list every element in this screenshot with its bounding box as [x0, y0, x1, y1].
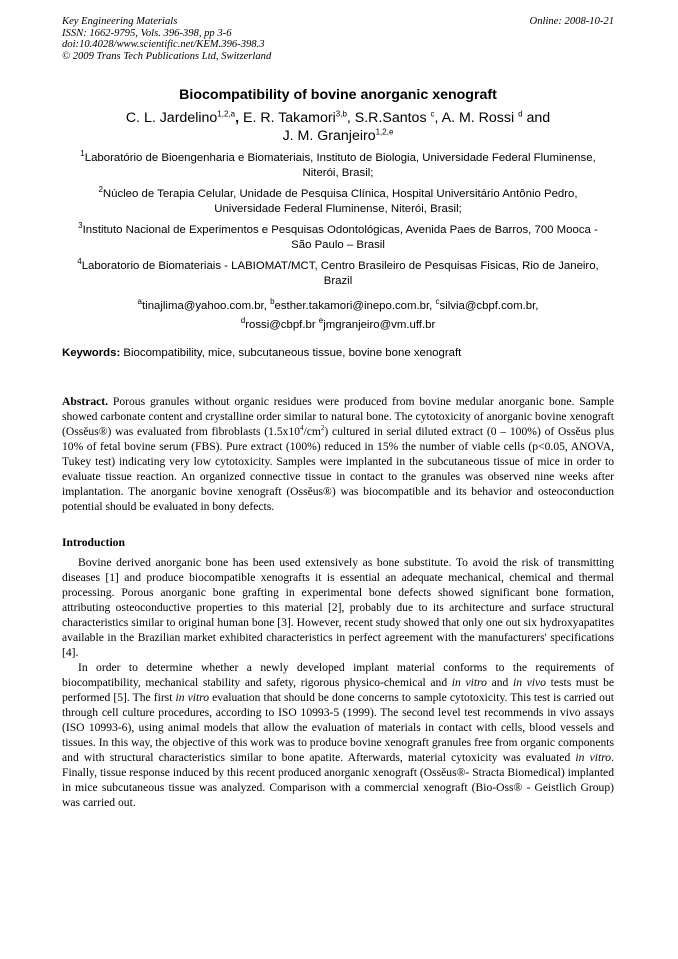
paper-title: Biocompatibility of bovine anorganic xenograft [179, 87, 497, 104]
introduction-body [62, 555, 614, 810]
affiliation [70, 259, 606, 289]
author-name: J. M. Granjeiro [282, 128, 376, 145]
email-link[interactable]: silvia@cbpf.com.br, [439, 300, 539, 313]
journal-header [62, 16, 614, 62]
affiliation-number: 4 [77, 257, 82, 267]
email-link[interactable]: jmgranjeiro@vm.uff.br [323, 319, 436, 332]
abstract-text: Porous granules without organic residues were produced from bovine medular anorganic bone. Sample showed carbonate content and crystalline order similar to natural bone. The cytotoxicity of anorganic bovine xenograft (Ossĕus®) was evaluated from fibroblasts (1.5x10 [62, 395, 615, 439]
keywords-text: Biocompatibility, mice, subcutaneous tissue, bovine bone xenograft [123, 347, 462, 360]
email-mark: d [240, 316, 246, 326]
paragraph: Bovine derived anorganic bone has been used extensively as bone substitute. To avoid the risk of transmitting diseases [1] and produce biocompatible xenografts it is essential an adequate mechanical, chemical and thermal processing. Porous anorganic bone grafting in experimental bone defects showed significant bone formation, attributing osteoconductive properties to this material [2], probably due to its architecture and surface structural characteristics similar to original human bone [3]. However, recent study showed that only one out six hydroxyapatites available in the Brazilian market exhibited characteristics in perfect agreement with the manufacturers' specifications [4]. [62, 556, 614, 660]
author-name: A. M. Rossi [441, 110, 515, 127]
abstract [62, 394, 614, 514]
email-mark: a [137, 297, 142, 307]
paragraph: In order to determine whether a newly developed implant material conforms to the requirements of biocompatibility, mechanical stability and safety, rigorous physico-chemical and in vitro and in vivo tests must be performed [5]. The first in vitro evaluation that should be done concerns to sample cytotoxicity. This test is carried out through cell culture procedures, according to ISO 10993-5 (1999). The second level test recommends in vivo assays (ISO 10993-6), using animal models that allow the evaluation of materials in contact with cells, blood vessels and tissues. In this way, the objective of this work was to produce bovine xenograft granules free from organic components and with structural characteristics similar to bone apatite. Afterwards, material cytoxicity was evaluated in vitro. Finally, tissue response induced by this recent produced anorganic xenograft (Ossĕus®- Stracta Biomedical) implanted in mice subcutaneous tissue was analyzed. Comparison with a commercial xenograft (Bio-Oss® - Geistlich Group) was carried out. [62, 661, 615, 810]
paper-page [62, 16, 614, 810]
online-date: Online: 2008-10-21 [529, 16, 614, 27]
email-mark: e [318, 316, 324, 326]
keywords-label: Keywords: [62, 347, 121, 360]
affiliation-number: 3 [78, 221, 83, 231]
affiliation [70, 151, 606, 181]
author-conjunction: and [526, 110, 551, 127]
author-name: C. L. Jardelino [125, 110, 218, 127]
issn-line: ISSN: 1662-9795, Vols. 396-398, pp 3-6 [62, 27, 232, 39]
affiliation-text: Laboratório de Bioengenharia e Biomateriais, Instituto de Biologia, Universidade Federal Fluminense, Niterói, Brasil; [84, 152, 596, 180]
doi-line: doi:10.4028/www.scientific.net/KEM.396-398.3 [62, 39, 265, 51]
affiliation [70, 187, 606, 217]
author-name: S.R.Santos [354, 110, 427, 127]
author-affiliation-mark: 1,2,e [375, 127, 394, 137]
abstract-text: ) cultured in serial diluted extract (0 – 100%) of Ossĕus plus 10% of fetal bovine serum (FBS). Pure extract (100%) reduced in 15% the number of viable cells (p<0.05, ANOVA, Tukey test) indicating very low cytotoxicity. Samples were implanted in the subcutaneous tissue of mice in order to evaluate tissue reaction. An organized connective tissue in contact to the granules was observed nine weeks after implantation. The anorganic bovine xenograft (Ossĕus®) was biocompatible and its behavior and osteoconduction potential should be evaluated in bony defects. [62, 425, 615, 514]
affiliation-number: 1 [80, 149, 85, 159]
abstract-text: /cm [303, 425, 321, 439]
affiliation-number: 2 [98, 185, 103, 195]
email-link[interactable]: esther.takamori@inepo.com.br, [274, 300, 433, 313]
author-affiliation-mark: 1,2,a [217, 109, 236, 119]
keywords [62, 347, 614, 359]
author-list: C. L. Jardelino$^{1,2,a}$, E. R. Takamori$^{3,b}$, S.R.Santos $^c$, A. M. Rossi $^d$ and J. M. Granjeiro$^{1,2,e}$ [125, 109, 551, 145]
section-heading: Introduction [62, 536, 125, 550]
journal-name: Key Engineering Materials [62, 16, 178, 27]
author-name: E. R. Takamori [242, 110, 336, 127]
email-mark: c [435, 297, 440, 307]
affiliation-text: Instituto Nacional de Experimentos e Pesquisas Odontológicas, Avenida Paes de Barros, 700 Mooca - São Paulo – Brasil [82, 224, 598, 252]
affiliation [70, 223, 606, 253]
abstract-exponent: 2 [320, 424, 325, 433]
affiliation-text: Núcleo de Terapia Celular, Unidade de Pesquisa Clínica, Hospital Universitário Antônio Pedro, Universidade Federal Fluminense, Niterói, Brasil; [102, 188, 578, 216]
author-affiliation-mark: c [430, 109, 435, 119]
email-link[interactable]: rossi@cbpf.br [245, 319, 316, 332]
copyright-line: © 2009 Trans Tech Publications Ltd, Switzerland [62, 50, 272, 62]
abstract-label: Abstract. [62, 395, 109, 409]
abstract-exponent: 4 [300, 424, 304, 433]
affiliation-text: Laboratorio de Biomateriais - LABIOMAT/MCT, Centro Brasileiro de Pesquisas Fisicas, Rio de Janeiro, Brazil [81, 260, 599, 288]
author-affiliation-mark: d [518, 109, 523, 119]
author-emails [62, 297, 614, 335]
email-mark: b [270, 297, 275, 307]
author-affiliation-mark: 3,b [335, 109, 347, 119]
email-link[interactable]: tinajlima@yahoo.com.br, [142, 300, 267, 313]
